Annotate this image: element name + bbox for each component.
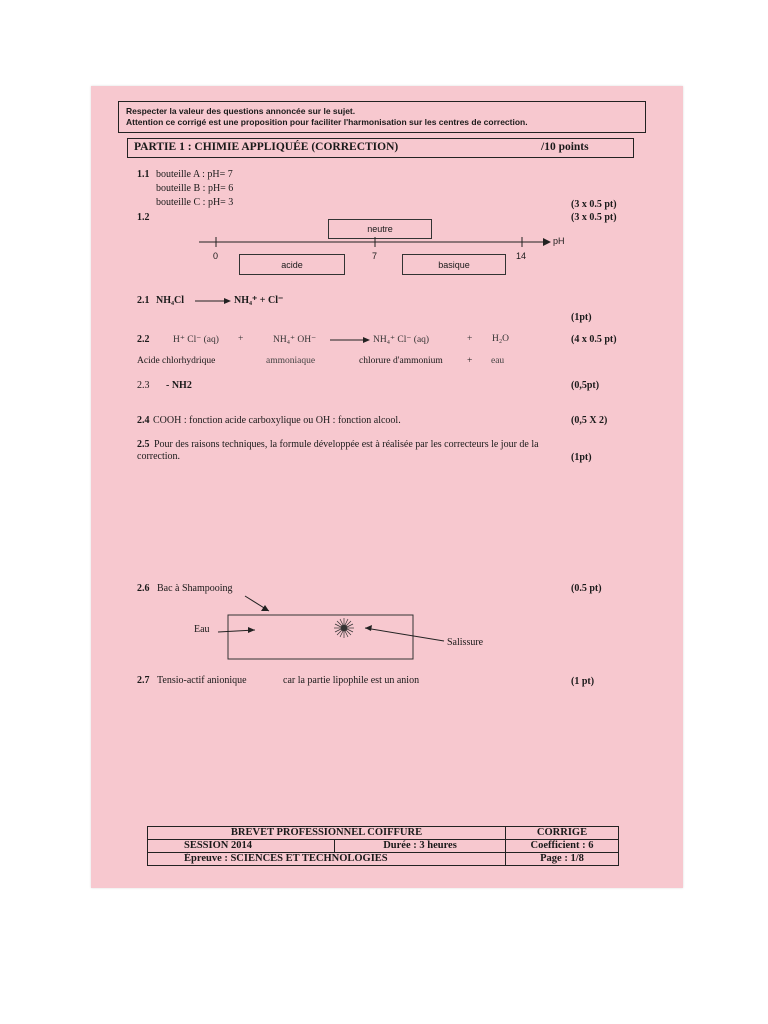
q27-text-2: car la partie lipophile est un anion	[283, 675, 420, 686]
q11-points: (3 x 0.5 pt)	[571, 199, 617, 210]
part-title: PARTIE 1 : CHIMIE APPLIQUÉE (CORRECTION)	[134, 141, 399, 153]
q23-points: (0,5pt)	[571, 380, 600, 391]
ph-tick-0: 0	[213, 251, 219, 261]
acide-box	[239, 254, 345, 275]
q24-points: (0,5 X 2)	[571, 415, 608, 426]
q22-name-3: chlorure d'ammonium	[359, 356, 443, 366]
q12-number: 1.2	[137, 212, 150, 223]
q25-line-2: correction.	[137, 451, 181, 462]
q21-number: 2.1	[137, 295, 150, 306]
q22-product-2: H₂O	[492, 334, 510, 344]
ph-tick-7: 7	[372, 251, 378, 261]
q22-product-1: NH₄⁺ Cl⁻ (aq)	[373, 335, 430, 345]
micelle-icon	[334, 618, 354, 638]
q24-number: 2.4	[137, 415, 150, 426]
footer-duration: Durée : 3 heures	[335, 840, 506, 853]
footer-epreuve: Épreuve : SCIENCES ET TECHNOLOGIES	[148, 853, 506, 866]
q22-plus-2: +	[467, 334, 473, 344]
q25-number: 2.5	[137, 439, 150, 450]
q12-points: (3 x 0.5 pt)	[571, 212, 617, 223]
q22-name-1: Acide chlorhydrique	[137, 356, 216, 366]
q27-points: (1 pt)	[571, 676, 595, 687]
q25-points: (1pt)	[571, 452, 592, 463]
footer-coefficient: Coefficient : 6	[506, 840, 619, 853]
basique-label: basique	[438, 260, 470, 270]
q22-number: 2.2	[137, 334, 150, 345]
q22-plus-1: +	[238, 334, 244, 344]
q26-eau-label: Eau	[194, 624, 210, 635]
q11-number: 1.1	[137, 169, 150, 180]
neutre-label: neutre	[367, 224, 393, 234]
q11-bottle-b: bouteille B : pH= 6	[156, 183, 234, 194]
basique-box	[402, 254, 506, 275]
q21-points: (1pt)	[571, 312, 592, 323]
footer-title: BREVET PROFESSIONNEL COIFFURE	[148, 827, 506, 840]
q11-bottle-c: bouteille C : pH= 3	[156, 197, 234, 208]
q21-arrow	[194, 296, 232, 306]
q26-label: Bac à Shampooing	[157, 583, 233, 594]
q26-number: 2.6	[137, 583, 150, 594]
q21-products: NH₄⁺ + Cl⁻	[234, 295, 284, 306]
footer-session: SESSION 2014	[148, 840, 335, 853]
q26-points: (0.5 pt)	[571, 583, 602, 594]
q22-reactant-2: NH₄⁺ OH⁻	[273, 335, 317, 345]
answer-sheet	[91, 86, 683, 888]
acide-label: acide	[281, 260, 303, 270]
q22-points: (4 x 0.5 pt)	[571, 334, 617, 345]
ph-tick-14: 14	[516, 251, 527, 261]
shampoo-tub-diagram	[181, 591, 531, 671]
q11-bottle-a: bouteille A : pH= 7	[156, 169, 233, 180]
q27-number: 2.7	[137, 675, 150, 686]
q26-salissure-label: Salissure	[447, 637, 484, 648]
q21-reactant: NH₄Cl	[156, 295, 184, 306]
footer-corrige: CORRIGE	[506, 827, 619, 840]
part-points: /10 points	[541, 141, 589, 153]
part-header	[127, 138, 634, 158]
q27-text-1: Tensio-actif anionique	[157, 675, 247, 686]
q25-line-1: Pour des raisons techniques, la formule développée est à réalisée par les correcteurs le jour de la	[154, 439, 539, 450]
q22-arrow	[329, 335, 371, 345]
q22-reactant-1: H⁺ Cl⁻ (aq)	[173, 335, 219, 345]
footer-page: Page : 1/8	[506, 853, 619, 866]
q22-plus-3: +	[467, 356, 473, 366]
footer-table	[147, 826, 619, 866]
notice-line-2: Attention ce corrigé est une proposition pour faciliter l'harmonisation sur les centres de correction.	[126, 117, 528, 127]
q22-name-2: ammoniaque	[266, 356, 316, 366]
notice-line-1: Respecter la valeur des questions annoncée sur le sujet.	[126, 106, 356, 116]
q22-name-4: eau	[491, 356, 505, 366]
notice-box	[118, 101, 646, 133]
ph-axis-label: pH	[553, 236, 565, 246]
ph-scale-axis	[191, 234, 571, 256]
q24-text: COOH : fonction acide carboxylique ou OH : fonction alcool.	[153, 415, 401, 426]
q23-answer: - NH2	[166, 380, 192, 391]
q23-number: 2.3	[137, 380, 150, 391]
